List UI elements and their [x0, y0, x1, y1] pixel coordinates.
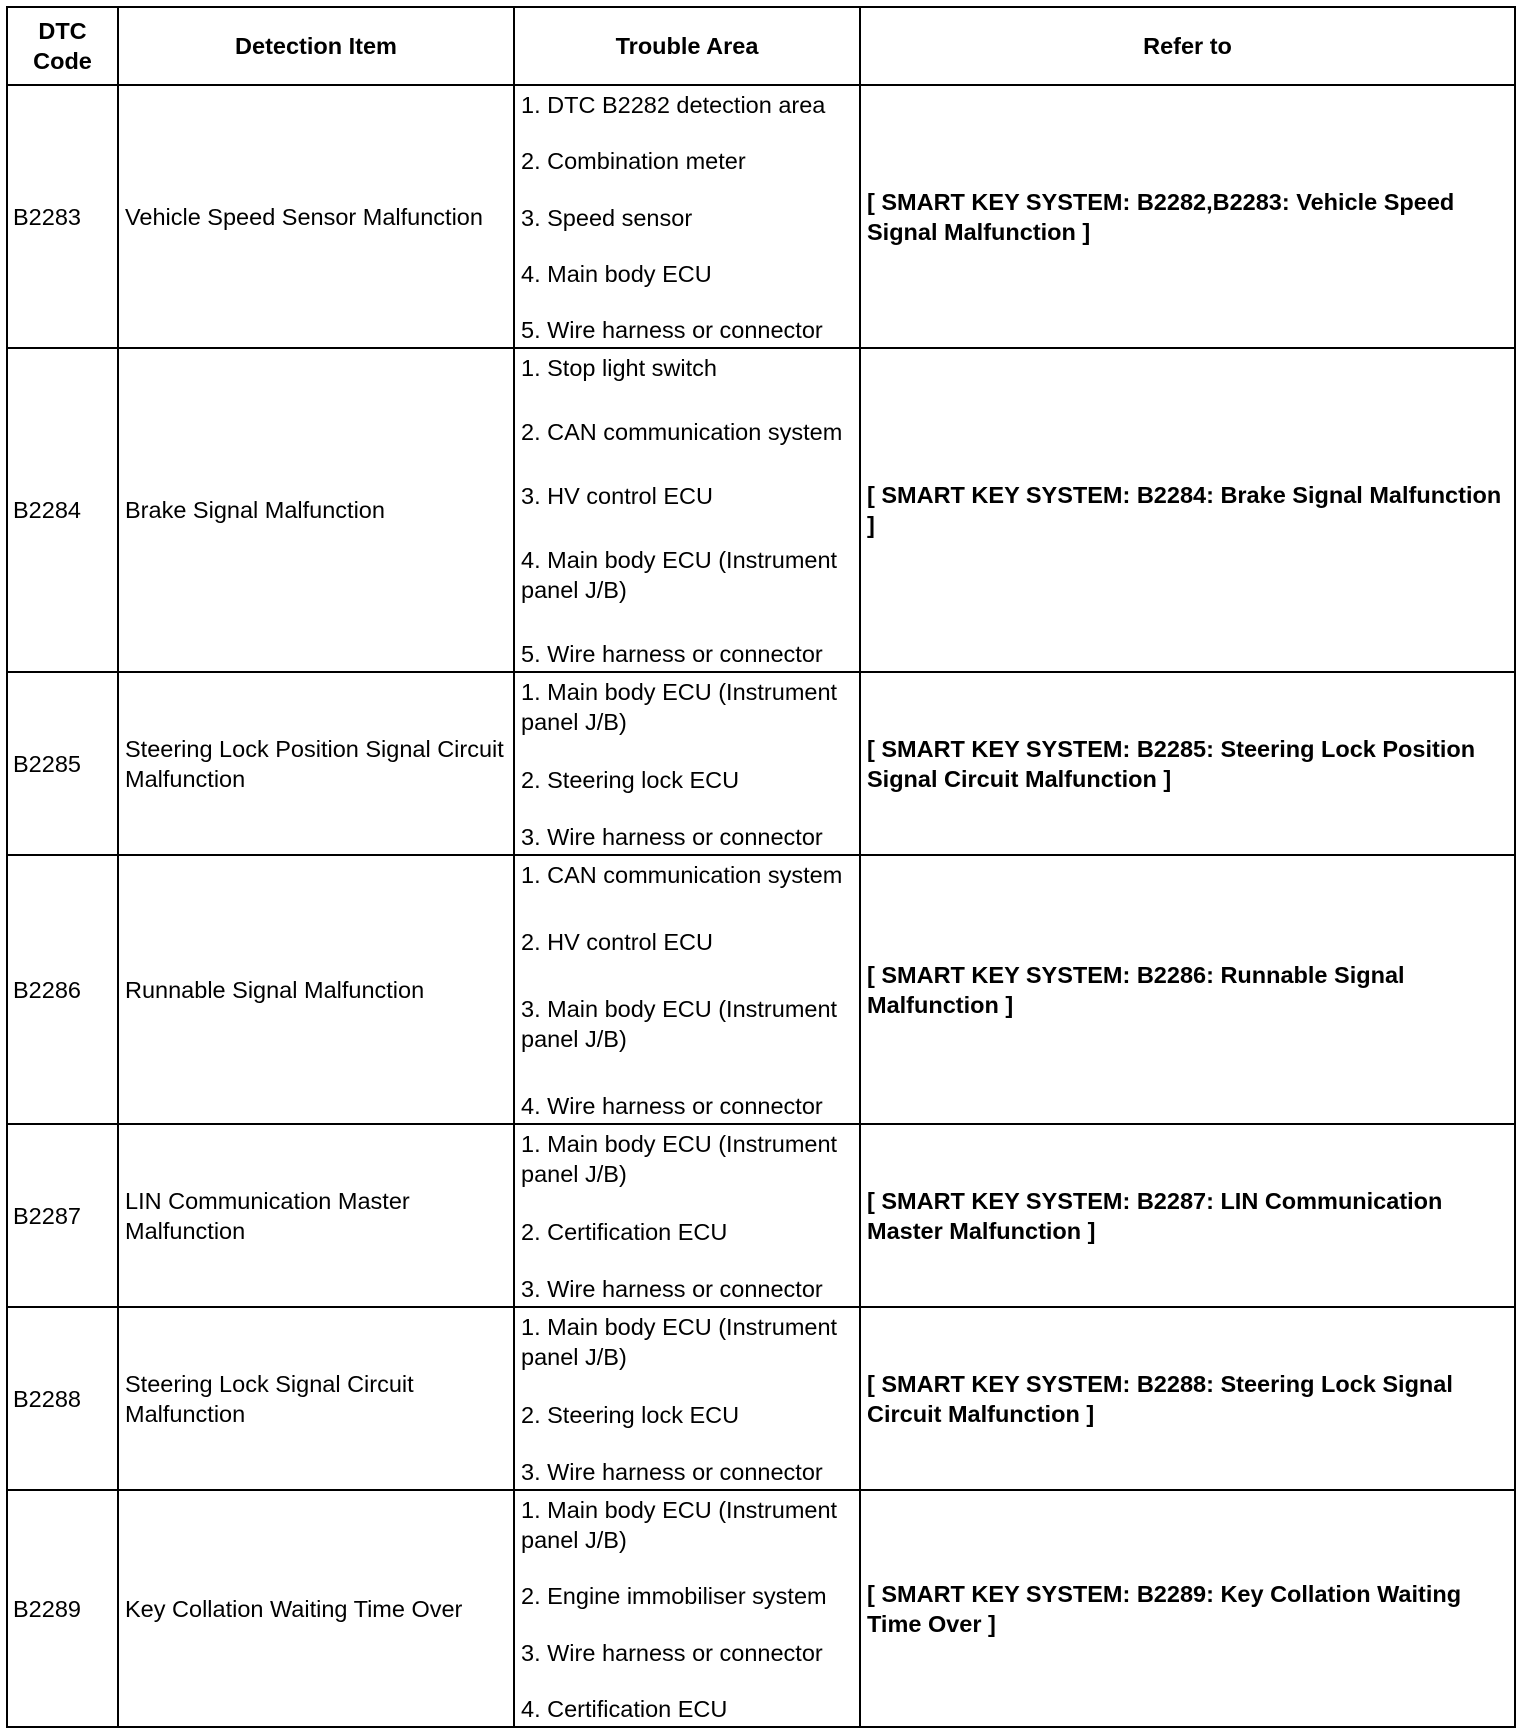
- dtc-table: [6, 6, 1516, 1728]
- trouble-area-list: [521, 90, 853, 345]
- detection-item-cell: Steering Lock Signal Circuit Malfunction: [118, 1307, 514, 1490]
- trouble-area-cell: [514, 855, 860, 1124]
- header-refer-to: Refer to: [860, 7, 1515, 85]
- trouble-area-cell: [514, 1307, 860, 1490]
- dtc-code-cell: B2288: [7, 1307, 118, 1490]
- table-row: [7, 672, 1515, 855]
- trouble-area-list: [521, 353, 853, 669]
- trouble-area-item: 1. Main body ECU (Instrument panel J/B): [521, 679, 838, 735]
- trouble-area-item: 1. DTC B2282 detection area: [521, 92, 826, 118]
- refer-to-link[interactable]: [ SMART KEY SYSTEM: B2282,B2283: Vehicle Speed Signal Malfunction ]: [860, 85, 1515, 348]
- trouble-area-item: 3. Wire harness or connector: [521, 1639, 823, 1666]
- header-dtc-code: DTC Code: [7, 7, 118, 85]
- trouble-area-cell: [514, 348, 860, 672]
- trouble-area-item: 4. Certification ECU: [521, 1695, 728, 1722]
- refer-to-link[interactable]: [ SMART KEY SYSTEM: B2288: Steering Lock Signal Circuit Malfunction ]: [860, 1307, 1515, 1490]
- trouble-area-list: [521, 677, 853, 852]
- dtc-code-cell: B2286: [7, 855, 118, 1124]
- trouble-area-list: [521, 860, 853, 1121]
- trouble-area-list: [521, 1312, 853, 1487]
- table-row: [7, 1307, 1515, 1490]
- refer-to-link[interactable]: [ SMART KEY SYSTEM: B2289: Key Collation Waiting Time Over ]: [860, 1490, 1515, 1727]
- table-header: [7, 7, 1515, 85]
- trouble-area-item: 3. HV control ECU: [521, 483, 713, 509]
- trouble-area-item: 2. Steering lock ECU: [521, 1401, 740, 1428]
- refer-to-link[interactable]: [ SMART KEY SYSTEM: B2287: LIN Communication Master Malfunction ]: [860, 1124, 1515, 1307]
- trouble-area-item: 4. Wire harness or connector: [521, 1093, 823, 1119]
- refer-to-link[interactable]: [ SMART KEY SYSTEM: B2284: Brake Signal Malfunction ]: [860, 348, 1515, 672]
- header-detection-item: Detection Item: [118, 7, 514, 85]
- dtc-code-cell: B2283: [7, 85, 118, 348]
- trouble-area-item: 3. Main body ECU (Instrument panel J/B): [521, 996, 838, 1052]
- trouble-area-item: 1. Stop light switch: [521, 355, 717, 381]
- detection-item-cell: Runnable Signal Malfunction: [118, 855, 514, 1124]
- trouble-area-item: 4. Main body ECU (Instrument panel J/B): [521, 547, 838, 603]
- trouble-area-list: [521, 1495, 853, 1724]
- trouble-area-item: 2. Steering lock ECU: [521, 766, 740, 793]
- trouble-area-item: 4. Main body ECU: [521, 260, 712, 287]
- refer-to-link[interactable]: [ SMART KEY SYSTEM: B2285: Steering Lock Position Signal Circuit Malfunction ]: [860, 672, 1515, 855]
- trouble-area-item: 2. CAN communication system: [521, 419, 843, 445]
- trouble-area-cell: [514, 1124, 860, 1307]
- table-body: [7, 85, 1515, 1727]
- trouble-area-item: 3. Wire harness or connector: [521, 1459, 823, 1485]
- trouble-area-list: [521, 1129, 853, 1304]
- trouble-area-item: 1. Main body ECU (Instrument panel J/B): [521, 1497, 838, 1553]
- trouble-area-cell: [514, 672, 860, 855]
- trouble-area-cell: [514, 1490, 860, 1727]
- detection-item-cell: Key Collation Waiting Time Over: [118, 1490, 514, 1727]
- table-row: [7, 348, 1515, 672]
- trouble-area-item: 2. Engine immobiliser system: [521, 1583, 827, 1610]
- trouble-area-item: 1. CAN communication system: [521, 862, 843, 888]
- trouble-area-item: 5. Wire harness or connector: [521, 317, 823, 343]
- table-row: [7, 855, 1515, 1124]
- trouble-area-item: 2. Certification ECU: [521, 1218, 728, 1245]
- trouble-area-item: 2. Combination meter: [521, 148, 746, 175]
- detection-item-cell: Steering Lock Position Signal Circuit Malfunction: [118, 672, 514, 855]
- trouble-area-item: 2. HV control ECU: [521, 929, 713, 955]
- header-row: [7, 7, 1515, 85]
- detection-item-cell: Brake Signal Malfunction: [118, 348, 514, 672]
- trouble-area-item: 1. Main body ECU (Instrument panel J/B): [521, 1131, 838, 1187]
- table-row: [7, 1490, 1515, 1727]
- table-row: [7, 85, 1515, 348]
- dtc-code-cell: B2287: [7, 1124, 118, 1307]
- detection-item-cell: Vehicle Speed Sensor Malfunction: [118, 85, 514, 348]
- header-trouble-area: Trouble Area: [514, 7, 860, 85]
- trouble-area-item: 3. Speed sensor: [521, 204, 693, 231]
- trouble-area-item: 1. Main body ECU (Instrument panel J/B): [521, 1314, 838, 1370]
- table-row: [7, 1124, 1515, 1307]
- detection-item-cell: LIN Communication Master Malfunction: [118, 1124, 514, 1307]
- refer-to-link[interactable]: [ SMART KEY SYSTEM: B2286: Runnable Signal Malfunction ]: [860, 855, 1515, 1124]
- dtc-code-cell: B2285: [7, 672, 118, 855]
- dtc-code-cell: B2289: [7, 1490, 118, 1727]
- trouble-area-item: 3. Wire harness or connector: [521, 824, 823, 850]
- trouble-area-item: 5. Wire harness or connector: [521, 641, 823, 667]
- trouble-area-cell: [514, 85, 860, 348]
- dtc-code-cell: B2284: [7, 348, 118, 672]
- trouble-area-item: 3. Wire harness or connector: [521, 1276, 823, 1302]
